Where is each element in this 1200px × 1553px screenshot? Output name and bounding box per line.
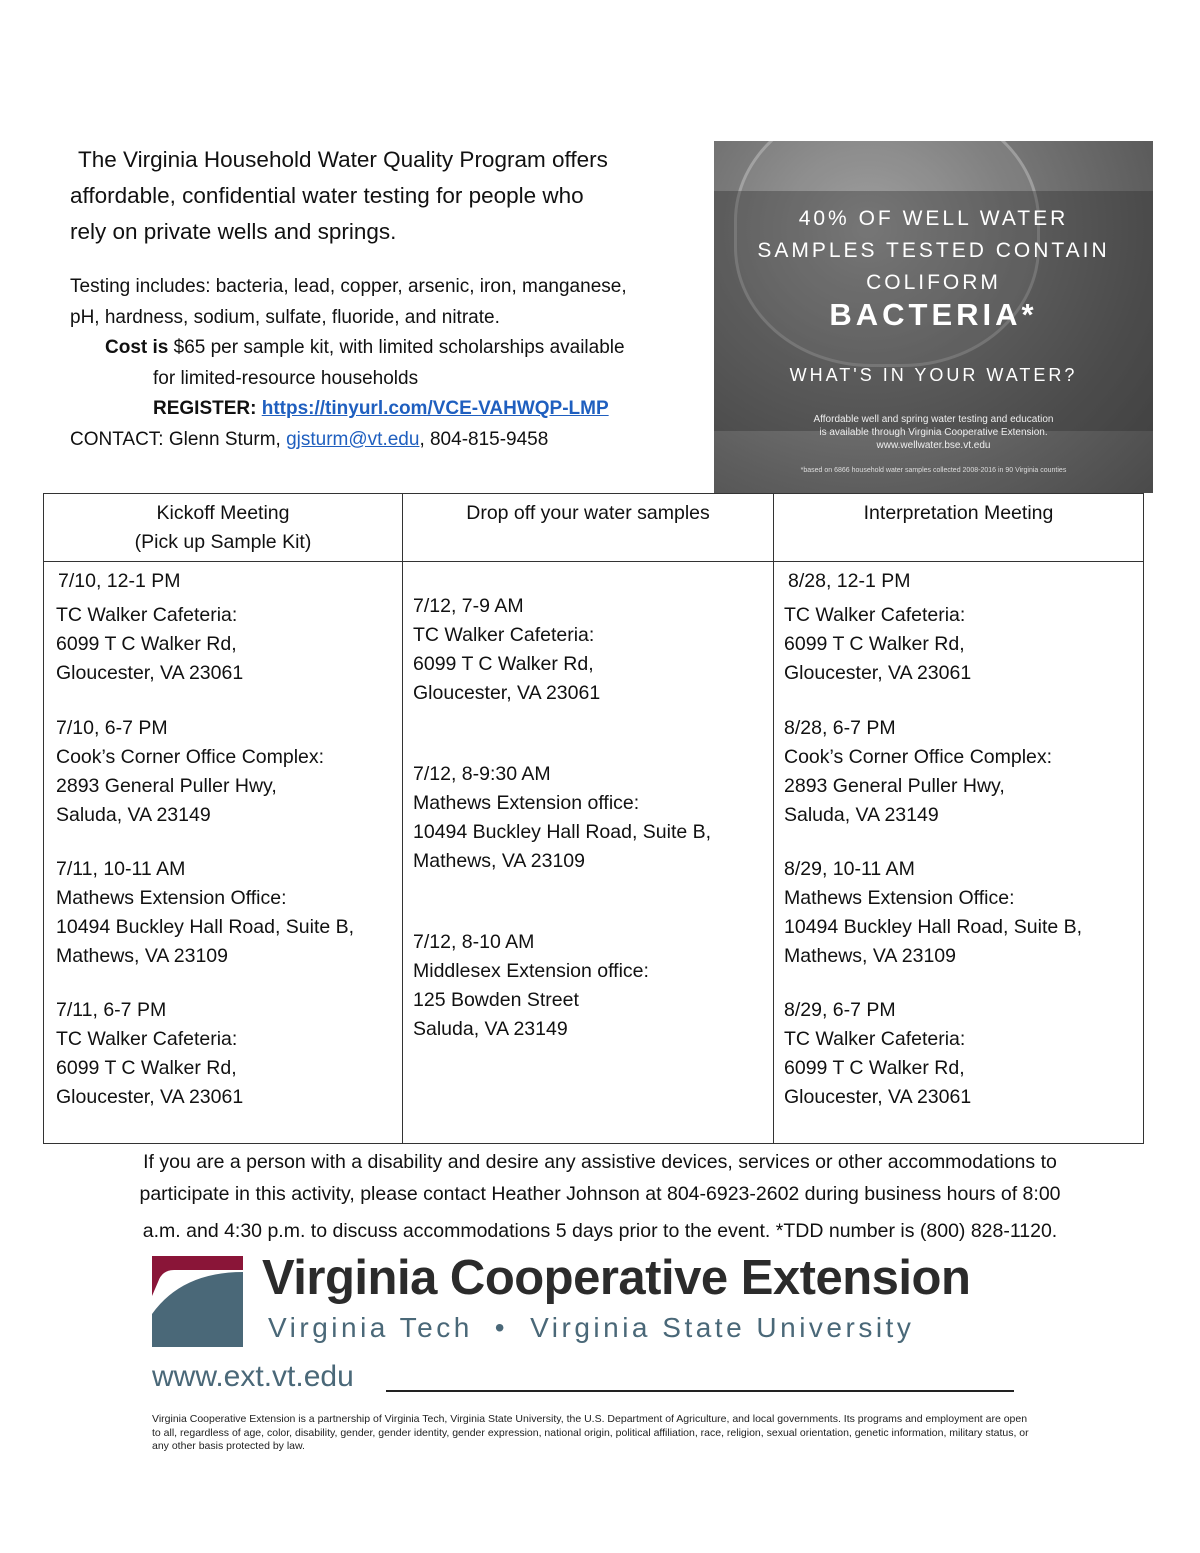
dropoff-entry bbox=[403, 876, 773, 1044]
table-body-row bbox=[44, 562, 1144, 1144]
entry-time: 8/28, 6-7 PM bbox=[784, 717, 896, 739]
university-name: Virginia State University bbox=[530, 1312, 915, 1343]
entry-time: 7/10, 6-7 PM bbox=[56, 717, 168, 739]
register-line bbox=[70, 394, 710, 425]
separator-dot: • bbox=[494, 1312, 509, 1343]
promo-statistic bbox=[714, 203, 1153, 299]
notice-line: participate in this activity, please contact Heather Johnson at 804-6923-2602 during business hours of 8:00 bbox=[139, 1183, 1061, 1205]
entry-city: Gloucester, VA 23061 bbox=[56, 1086, 244, 1108]
entry-street: 6099 T C Walker Rd, bbox=[784, 1057, 965, 1079]
header-label: Kickoff Meeting bbox=[156, 502, 290, 524]
promo-small-line: is available through Virginia Cooperative Extension. bbox=[819, 427, 1048, 438]
interpretation-header bbox=[774, 494, 1144, 562]
entry-time: 7/12, 8-9:30 AM bbox=[413, 763, 551, 785]
entry-city: Gloucester, VA 23061 bbox=[413, 682, 601, 704]
entry-street: 6099 T C Walker Rd, bbox=[56, 1057, 237, 1079]
promo-small-line: Affordable well and spring water testing and education bbox=[813, 414, 1054, 425]
entry-time: 7/11, 6-7 PM bbox=[56, 999, 167, 1021]
intro-line: The Virginia Household Water Quality Program offers bbox=[78, 147, 608, 172]
contact-line bbox=[70, 425, 710, 456]
promo-small-text bbox=[714, 413, 1153, 452]
kickoff-header bbox=[44, 494, 403, 562]
interpretation-entry bbox=[774, 562, 1143, 688]
promo-question: WHAT'S IN YOUR WATER? bbox=[789, 365, 1078, 385]
promo-small-line: www.wellwater.bse.vt.edu bbox=[876, 440, 991, 451]
table-header-row bbox=[44, 494, 1144, 562]
entry-street: 10494 Buckley Hall Road, Suite B, bbox=[56, 916, 355, 938]
intro-line: affordable, confidential water testing for people who bbox=[70, 183, 584, 208]
entry-street: 10494 Buckley Hall Road, Suite B, bbox=[784, 916, 1083, 938]
entry-time: 8/29, 10-11 AM bbox=[784, 858, 915, 880]
dropoff-column bbox=[403, 562, 774, 1144]
entry-city: Saluda, VA 23149 bbox=[413, 1018, 568, 1040]
entry-street: 125 Bowden Street bbox=[413, 989, 579, 1011]
entry-place: TC Walker Cafeteria: bbox=[56, 604, 238, 626]
promo-footnote: *based on 6866 household water samples collected 2008-2016 in 90 Virginia counties bbox=[800, 467, 1067, 474]
contact-label: CONTACT: Glenn Sturm, bbox=[70, 428, 287, 450]
entry-time: 7/12, 8-10 AM bbox=[413, 931, 535, 953]
intro-paragraph bbox=[70, 142, 700, 250]
website-link[interactable]: www.ext.vt.edu bbox=[152, 1360, 354, 1393]
promo-line: COLIFORM bbox=[866, 271, 1001, 294]
entry-city: Gloucester, VA 23061 bbox=[784, 662, 972, 684]
entry-time: 8/29, 6-7 PM bbox=[784, 999, 896, 1021]
entry-street: 6099 T C Walker Rd, bbox=[413, 653, 594, 675]
kickoff-entry bbox=[44, 562, 402, 688]
entry-place: Mathews Extension Office: bbox=[784, 887, 1015, 909]
testing-line: pH, hardness, sodium, sulfate, fluoride, and nitrate. bbox=[70, 306, 500, 328]
cost-text: $65 per sample kit, with limited scholarships available bbox=[168, 337, 625, 358]
entry-street: 10494 Buckley Hall Road, Suite B, bbox=[413, 821, 712, 843]
promo-headline: BACTERIA* bbox=[829, 297, 1038, 332]
kickoff-column bbox=[44, 562, 403, 1144]
entry-time: 7/10, 12-1 PM bbox=[58, 570, 181, 592]
contact-phone: , 804-815-9458 bbox=[419, 428, 549, 450]
university-names bbox=[268, 1312, 914, 1344]
entry-city: Mathews, VA 23109 bbox=[784, 945, 956, 967]
entry-city: Gloucester, VA 23061 bbox=[784, 1086, 972, 1108]
cost-line-2: for limited-resource households bbox=[153, 367, 419, 389]
entry-city: Saluda, VA 23149 bbox=[56, 804, 211, 826]
interpretation-entry bbox=[774, 971, 1143, 1112]
notice-line: If you are a person with a disability and desire any assistive devices, services or other accommodations to bbox=[143, 1151, 1057, 1173]
kickoff-entry bbox=[44, 688, 402, 830]
entry-place: Cook’s Corner Office Complex: bbox=[56, 746, 325, 768]
entry-city: Saluda, VA 23149 bbox=[784, 804, 939, 826]
entry-place: TC Walker Cafeteria: bbox=[413, 624, 595, 646]
register-link[interactable]: https://tinyurl.com/VCE-VAHWQP-LMP bbox=[261, 398, 609, 419]
entry-street: 6099 T C Walker Rd, bbox=[784, 633, 965, 655]
entry-city: Gloucester, VA 23061 bbox=[56, 662, 244, 684]
cost-line bbox=[70, 333, 710, 364]
university-name: Virginia Tech bbox=[268, 1312, 473, 1343]
testing-line: Testing includes: bacteria, lead, copper, arsenic, iron, manganese, bbox=[70, 276, 627, 297]
legal-disclaimer: Virginia Cooperative Extension is a partnership of Virginia Tech, Virginia State University, the U.S. Department of Agriculture, and local governments. Its programs and employment are open to all, regardless of age, color, disability, gender, gender identity, gender expression, national origin, political affiliation, race, religion, sexual orientation, genetic information, military status, or any other basis protected by law. bbox=[152, 1413, 1029, 1452]
testing-details bbox=[70, 272, 710, 455]
vce-logo-mark-icon bbox=[152, 1256, 243, 1347]
contact-email-link[interactable]: gjsturm@vt.edu bbox=[286, 428, 420, 450]
register-label: REGISTER: bbox=[153, 398, 257, 419]
entry-city: Mathews, VA 23109 bbox=[413, 850, 585, 872]
header-label: Interpretation Meeting bbox=[863, 502, 1054, 524]
promo-line: SAMPLES TESTED CONTAIN bbox=[757, 239, 1110, 262]
entry-street: 2893 General Puller Hwy, bbox=[56, 775, 277, 797]
kickoff-entry bbox=[44, 971, 402, 1112]
entry-street: 2893 General Puller Hwy, bbox=[784, 775, 1005, 797]
entry-place: Mathews Extension Office: bbox=[56, 887, 287, 909]
entry-time: 7/12, 7-9 AM bbox=[413, 595, 524, 617]
org-name: Virginia Cooperative Extension bbox=[262, 1251, 971, 1305]
cost-label: Cost is bbox=[105, 337, 169, 358]
dropoff-entry bbox=[403, 708, 773, 876]
notice-line: a.m. and 4:30 p.m. to discuss accommodations 5 days prior to the event. *TDD number is (800) 828-1120. bbox=[142, 1220, 1058, 1242]
entry-time: 8/28, 12-1 PM bbox=[788, 570, 911, 592]
entry-place: TC Walker Cafeteria: bbox=[784, 604, 966, 626]
header-sublabel: (Pick up Sample Kit) bbox=[134, 531, 312, 553]
bacteria-promo-image bbox=[714, 141, 1153, 493]
accessibility-notice bbox=[60, 1146, 1140, 1247]
entry-city: Mathews, VA 23109 bbox=[56, 945, 228, 967]
entry-place: Cook’s Corner Office Complex: bbox=[784, 746, 1053, 768]
intro-line: rely on private wells and springs. bbox=[70, 219, 397, 244]
entry-place: TC Walker Cafeteria: bbox=[784, 1028, 966, 1050]
dropoff-header bbox=[403, 494, 774, 562]
promo-line: 40% OF WELL WATER bbox=[798, 207, 1069, 230]
interpretation-entry bbox=[774, 688, 1143, 830]
kickoff-entry bbox=[44, 830, 402, 971]
dropoff-entry bbox=[403, 562, 773, 708]
interpretation-entry bbox=[774, 830, 1143, 971]
header-label: Drop off your water samples bbox=[466, 502, 710, 524]
entry-place: Middlesex Extension office: bbox=[413, 960, 649, 982]
schedule-table bbox=[43, 493, 1144, 1144]
entry-place: Mathews Extension office: bbox=[413, 792, 640, 814]
entry-place: TC Walker Cafeteria: bbox=[56, 1028, 238, 1050]
divider bbox=[386, 1390, 1014, 1392]
entry-street: 6099 T C Walker Rd, bbox=[56, 633, 237, 655]
entry-time: 7/11, 10-11 AM bbox=[56, 858, 186, 880]
interpretation-column bbox=[774, 562, 1144, 1144]
